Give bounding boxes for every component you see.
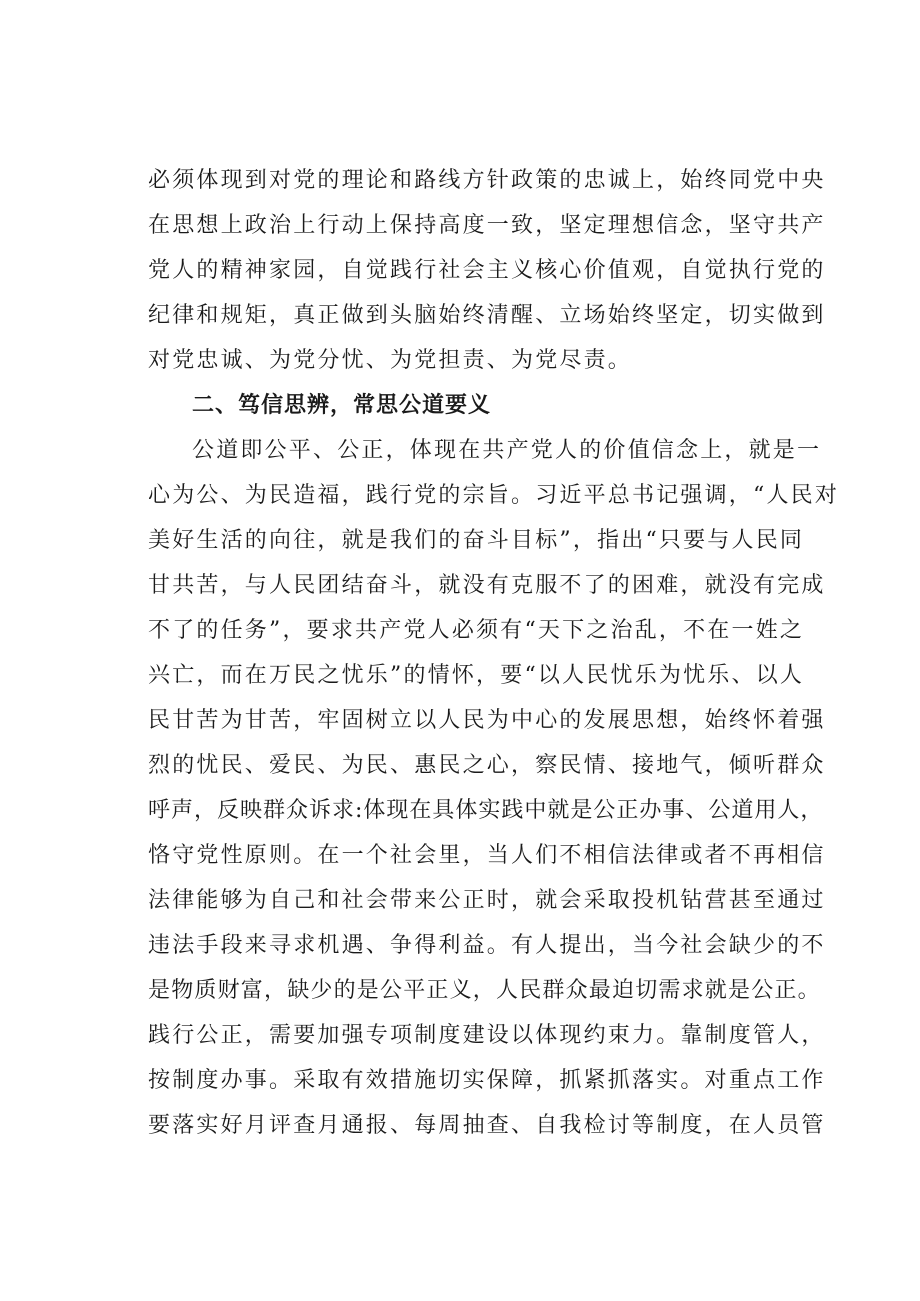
continuation-line: 党人的精神家园，自觉践行社会主义核心价值观，自觉执行党的 [148,258,826,283]
document-body [148,158,840,1148]
continuation-line: 必须体现到对党的理论和路线方针政策的忠诚上，始终同党中央 [148,168,826,193]
paragraph-line: 兴亡，而在万民之忧乐”的情怀，要“以人民忧乐为忧乐、以人 [148,663,805,688]
paragraph-line: 美好生活的向往，就是我们的奋斗目标”，指出“只要与人民同 [148,528,805,553]
paragraph-line: 是物质财富，缺少的是公平正义，人民群众最迫切需求就是公正。 [148,978,821,1003]
paragraph-line: 违法手段来寻求机遇、争得利益。有人提出，当今社会缺少的不 [148,933,826,958]
paragraph-line: 心为公、为民造福，践行党的宗旨。习近平总书记强调，“人民对 [148,483,840,508]
paragraph-line: 法律能够为自己和社会带来公正时，就会采取投机钻营甚至通过 [148,888,826,913]
continuation-line: 纪律和规矩，真正做到头脑始终清醒、立场始终坚定，切实做到 [148,303,826,328]
paragraph-line: 民甘苦为甘苦，牢固树立以人民为中心的发展思想，始终怀着强 [148,708,826,733]
section-heading: 二、笃信思辨，常思公道要义 [192,393,492,418]
paragraph-line: 不了的任务”，要求共产党人必须有“天下之治乱，不在一姓之 [148,618,805,643]
paragraph-line: 践行公正，需要加强专项制度建设以体现约束力。靠制度管人， [148,1023,826,1048]
paragraph-line: 要落实好月评查月通报、每周抽查、自我检讨等制度，在人员管 [148,1113,826,1138]
paragraph-line: 按制度办事。采取有效措施切实保障，抓紧抓落实。对重点工作 [148,1068,826,1093]
paragraph-line: 呼声，反映群众诉求:体现在具体实践中就是公正办事、公道用人， [148,798,824,823]
continuation-line: 在思想上政治上行动上保持高度一致，坚定理想信念，坚守共产 [148,213,826,238]
paragraph-line: 甘共苦，与人民团结奋斗，就没有克服不了的困难，就没有完成 [148,573,826,598]
paragraph-line: 公道即公平、公正，体现在共产党人的价值信念上，就是一 [192,438,822,463]
paragraph-line: 烈的忧民、爱民、为民、惠民之心，察民情、接地气，倾听群众 [148,753,826,778]
paragraph-line: 恪守党性原则。在一个社会里，当人们不相信法律或者不再相信 [148,843,826,868]
continuation-line: 对党忠诚、为党分忧、为党担责、为党尽责。 [148,348,633,373]
